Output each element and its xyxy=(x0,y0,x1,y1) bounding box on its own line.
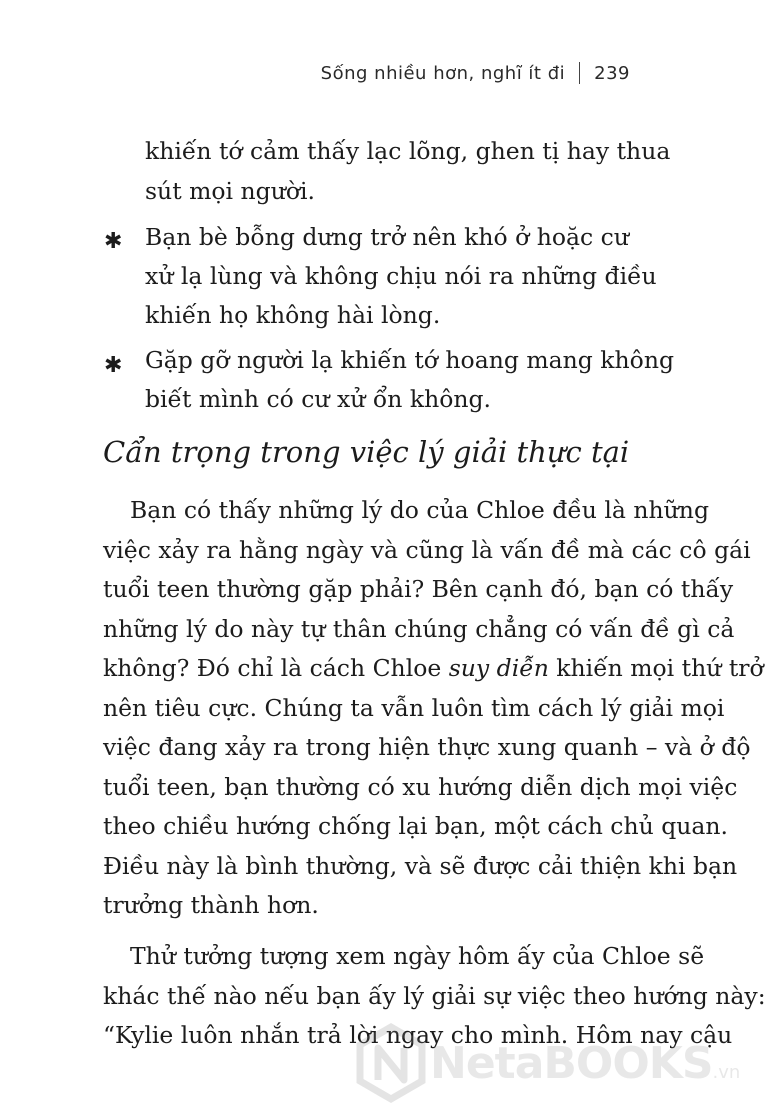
paragraph-2-line-1: Thử tưởng tượng xem ngày hôm ấy của Chloe sẽ xyxy=(130,942,705,970)
paragraph-1-line-10: Điều này là bình thường, và sẽ được cải thiện khi bạn xyxy=(103,852,738,880)
running-header xyxy=(321,62,630,84)
paragraph-1-line-8: tuổi teen, bạn thường có xu hướng diễn dịch mọi việc xyxy=(103,773,738,801)
paragraph-2-line-2: khác thế nào nếu bạn ấy lý giải sự việc theo hướng này: xyxy=(103,982,766,1010)
paragraph-2-line-3: “Kylie luôn nhắn trả lời ngay cho mình. Hôm nay cậu xyxy=(103,1021,733,1049)
paragraph-1-line-11: trưởng thành hơn. xyxy=(103,891,319,919)
watermark-text xyxy=(430,1038,740,1089)
bullet-2-line-1: Bạn bè bỗng dưng trở nên khó ở hoặc cư xyxy=(145,223,629,251)
line-5-text-after: khiến mọi thứ trở xyxy=(548,654,764,682)
bullet-marker-icon: ✱ xyxy=(104,229,123,254)
paragraph-1-line-3: tuổi teen thường gặp phải? Bên cạnh đó, bạn có thấy xyxy=(103,575,734,603)
emphasized-term: suy diễn xyxy=(448,654,549,682)
line-5-text-before: không? Đó chỉ là cách Chloe xyxy=(103,654,449,682)
bullet-3-line-2: biết mình có cư xử ổn không. xyxy=(145,385,492,413)
paragraph-1-line-7: việc đang xảy ra trong hiện thực xung quanh – và ở độ xyxy=(103,733,751,761)
bullet-3-line-1: Gặp gỡ người lạ khiến tớ hoang mang không xyxy=(145,346,675,374)
section-heading: Cẩn trọng trong việc lý giải thực tại xyxy=(103,435,630,469)
paragraph-1-line-5 xyxy=(103,649,764,689)
netabooks-logo-icon xyxy=(356,1024,426,1102)
running-title: Sống nhiều hơn, nghĩ ít đi xyxy=(320,62,566,84)
bullet-2-line-2: xử lạ lùng và không chịu nói ra những điều xyxy=(145,262,657,290)
watermark-suffix: .vn xyxy=(712,1061,741,1083)
watermark xyxy=(356,1020,741,1106)
paragraph-1-line-9: theo chiều hướng chống lại bạn, một cách chủ quan. xyxy=(103,812,728,840)
paragraph-1-line-1: Bạn có thấy những lý do của Chloe đều là những xyxy=(130,496,709,524)
bullet-1-line-2: sút mọi người. xyxy=(145,177,315,205)
watermark-brand: NetaBOOKS xyxy=(430,1037,713,1089)
header-divider xyxy=(579,62,580,84)
bullet-marker-icon: ✱ xyxy=(104,353,123,378)
paragraph-1-line-4: những lý do này tự thân chúng chẳng có vấn đề gì cả xyxy=(103,615,735,643)
paragraph-1-line-2: việc xảy ra hằng ngày và cũng là vấn đề mà các cô gái xyxy=(103,536,751,564)
paragraph-1-line-6: nên tiêu cực. Chúng ta vẫn luôn tìm cách lý giải mọi xyxy=(103,694,725,722)
bullet-1-line-1: khiến tớ cảm thấy lạc lõng, ghen tị hay thua xyxy=(145,137,671,165)
bullet-2-line-3: khiến họ không hài lòng. xyxy=(145,301,441,329)
page-number: 239 xyxy=(594,62,630,84)
